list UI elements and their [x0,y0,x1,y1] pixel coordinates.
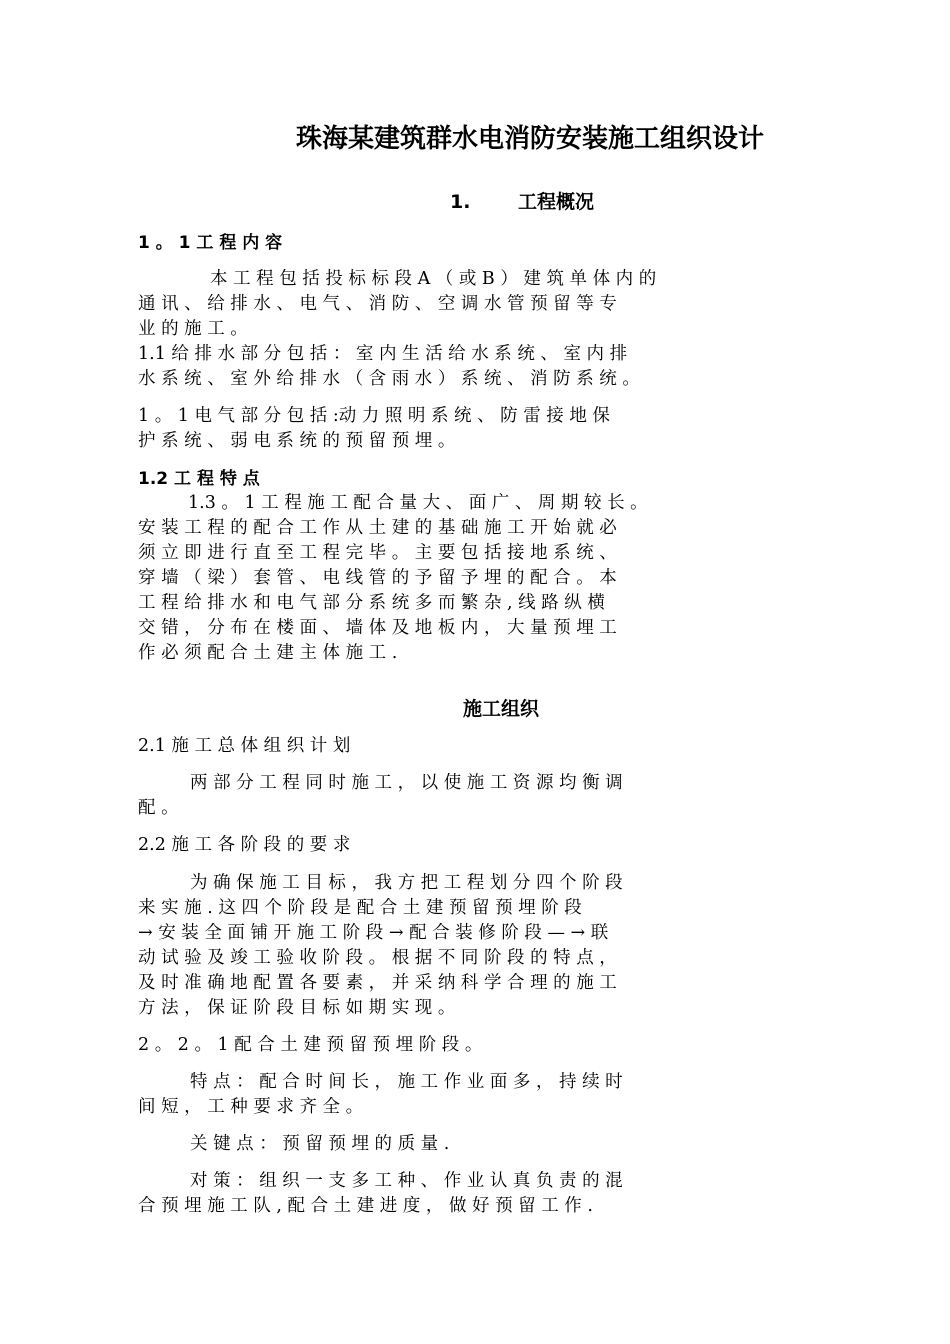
paragraph-line: 关 键 点 ： 预 留 预 埋 的 质 量 . [190,1134,450,1154]
paragraph-line: 本 工 程 包 括 投 标 标 段 A （ 或 B ） 建 筑 单 体 内 的 [210,269,657,289]
paragraph-line: 安 装 工 程 的 配 合 工 作 从 土 建 的 基 础 施 工 开 始 就 必 [138,518,617,538]
paragraph-line: 护 系 统 、 弱 电 系 统 的 预 留 预 埋 。 [138,431,456,451]
paragraph-line: 为 确 保 施 工 目 标 ， 我 方 把 工 程 划 分 四 个 阶 段 [190,873,623,893]
paragraph-line: 1.1 给 排 水 部 分 包 括 ： 室 内 生 活 给 水 系 统 、 室 内 排 [138,344,628,364]
subsection-heading: 1.2 工 程 特 点 [138,469,260,489]
paragraph-line: 动 试 验 及 竣 工 验 收 阶 段 。 根 据 不 同 阶 段 的 特 点 ， [138,948,617,968]
paragraph-line: 特 点 ： 配 合 时 间 长 ， 施 工 作 业 面 多 ， 持 续 时 [190,1072,623,1092]
paragraph-line: 水 系 统 、 室 外 给 排 水 （ 含 雨 水 ） 系 统 、 消 防 系 统 。 [138,369,640,389]
paragraph-line: 穿 墙 （ 梁 ） 套 管 、 电 线 管 的 予 留 予 埋 的 配 合 。 本 [138,568,617,588]
paragraph-line: 合 预 埋 施 工 队 , 配 合 土 建 进 度 ， 做 好 预 留 工 作 . [138,1196,593,1216]
subsection-heading: 2.2 施 工 各 阶 段 的 要 求 [138,835,351,855]
subsection-heading: 2.1 施 工 总 体 组 织 计 划 [138,736,351,756]
paragraph-line: 1.3 。 1 工 程 施 工 配 合 量 大 、 面 广 、 周 期 较 长 。 [188,493,648,513]
paragraph-line: 工 程 给 排 水 和 电 气 部 分 系 统 多 而 繁 杂 , 线 路 纵 横 [138,593,605,613]
subsection-heading: 2 。 2 。 1 配 合 土 建 预 留 预 埋 阶 段 。 [138,1035,483,1055]
section-title: 工程概况 [518,191,595,213]
section-number: 1. [450,191,471,213]
paragraph-line: 通 讯 、 给 排 水 、 电 气 、 消 防 、 空 调 水 管 预 留 等 专 [138,294,617,314]
paragraph-line: → 安 装 全 面 铺 开 施 工 阶 段 → 配 合 装 修 阶 段 — → 联 [138,923,609,943]
paragraph-line: 1 。 1 电 气 部 分 包 括 :动 力 照 明 系 统 、 防 雷 接 地 保 [138,406,610,426]
section-title: 施工组织 [463,698,540,720]
paragraph-line: 作 必 须 配 合 土 建 主 体 施 工 . [138,643,398,663]
paragraph-line: 间 短 ， 工 种 要 求 齐 全 。 [138,1097,364,1117]
document-title: 珠海某建筑群水电消防安装施工组织设计 [295,124,764,154]
paragraph-line: 对 策 ： 组 织 一 支 多 工 种 、 作 业 认 真 负 责 的 混 [190,1171,623,1191]
paragraph-line: 业 的 施 工 。 [138,319,248,339]
paragraph-line: 配 。 [138,798,179,818]
subsection-heading: 1 。 1 工 程 内 容 [138,233,283,253]
paragraph-line: 须 立 即 进 行 直 至 工 程 完 毕 。 主 要 包 括 接 地 系 统 、 [138,543,617,563]
paragraph-line: 两 部 分 工 程 同 时 施 工 ， 以 使 施 工 资 源 均 衡 调 [190,773,623,793]
paragraph-line: 交 错 ， 分 布 在 楼 面 、 墙 体 及 地 板 内 ， 大 量 预 埋 工 [138,618,617,638]
paragraph-line: 及 时 准 确 地 配 置 各 要 素 ， 并 采 纳 科 学 合 理 的 施 工 [138,973,617,993]
paragraph-line: 方 法 ， 保 证 阶 段 目 标 如 期 实 现 。 [138,998,456,1018]
paragraph-line: 来 实 施 . 这 四 个 阶 段 是 配 合 土 建 预 留 预 埋 阶 段 [138,898,582,918]
